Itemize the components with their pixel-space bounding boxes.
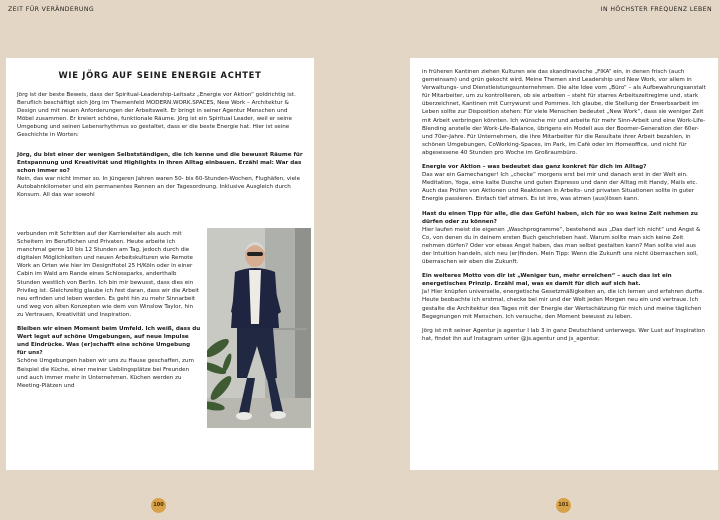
answer-1-narrow: verbunden mit Schritten auf der Karriereleiter als auch mit Scheitern im Beruflichen und Privaten. Heute arbeite ich manchmal gerne 10 bis 12 Stunden am Tag, jedoch durch die digitalen Möglichkeiten und neuen Arbeitskulturen wie Remote Work an Orten wie hier im DesignHotel 25 H/Köln oder in einer Cabin im Wald am Rande eines Schlossparks, anderthalb Stunden westlich von Berlin. Ich bin mir bewusst, dass dies ein Privileg ist. Gleichzeitig glaube ich fest daran, dass wir die Arbeit neu erfinden und leben werden. Es geht hin zu mehr Sinnarbeit und weg von alten Konzepten wie dem von Winslow Taylor, hin zu Vertrauen, Kreativität und Inspiration. [17,231,199,318]
answer-2: Schöne Umgebungen haben wir uns zu Hause geschaffen, zum Beispiel die Küche, einer meiner Lieblingsplätze bei Freunden und auch immer mehr in Unternehmen. Küchen werden zu Meeting-Plätzen und [17,358,194,389]
question-3: Energie vor Aktion – was bedeutet das ganz konkret für dich im Alltag? [422,164,647,171]
question-1: Jörg, du bist einer der wenigen Selbstständigen, die ich kenne und die bewusst Räume für Entspannung und Kreativität und Highlights in ihren Alltag einbauen. Erzähl mal: War das schon immer so? [17,151,303,174]
right-column [422,68,706,349]
answer-3: Das war ein Gamechanger! Ich „checke“ morgens erst bei mir und danach erst in der Welt ein. Meditation, Yoga, eine kalte Dusche und guten Espresso und dann der Alltag mit Handy, Mails etc. Auch das Prüfen von Aktionen und Reaktionen in Arbeits- und privaten Situationen sollte in guter Energie passieren. Einfach tief atmen. Es ist irre, was atmen (aus)lösen kann. [422,172,698,203]
answer-5: Ja! Hier knüpfen universelle, energetische Gesetzmäßigkeiten an, die ich lernen und erfahren durfte. Heute beobachte ich erstmal, checke bei mir und der Welt jeden Morgen neu ein und vertraue. Ich gestalte die Architektur des Tages mit der Energie der Wertschätzung für mich und meine täglichen Begegnungen mit Menschen. Ich versuche, den Moment bewusst zu leben. [422,289,705,320]
left-page [6,58,314,470]
left-top-column [17,91,305,205]
answer-4: Hier laufen meist die eigenen „Waschprogramme“, bestehend aus „Das darf ich nicht“ und Angst & Co, von denen du in deinem ersten Buch geschrieben hast. Warum sollte man sich keine Zeit nehmen dürfen? Oder vor etwas Angst haben, das man selbst gestalten kann? Man sollte viel aus der Intuition handeln, sich neu (er)finden. Mein Tipp: Wenn die Zukunft uns nicht überraschen soll, überraschen wir eben die Zukunft. [422,226,701,266]
portrait-photo [207,228,311,428]
paragraph-1: in früheren Kantinen ziehen Kulturen wie das skandinavische „FIKA“ ein, in denen frisch (auch gemeinsam) und grün gekocht wird. Meine Themen sind Leadership und New Work, vor allem in Verwaltungs- und Dienstleistungsunternehmen. Die alte Idee vom „Büro“ – als Aufbewahrungsanstalt für Mitarbeiter, um zu kontrollieren, ob sie arbeiten – steht für starres Arbeitszeitregime und, stark überzeichnet, Kantinen mit Currywurst und Pommes. Ich glaube, die Stellung der Erwerbsarbeit im Leben sollte zur Disposition stehen: Für viele Menschen bedeutet „New Work“, dass sie weniger Zeit mit Arbeit verbringen könnten. Ich wünsche mir und arbeite für mehr Sinn-Arbeit und eine Work-Life-Blending anstelle der Work-Life-Balance, übrigens ein Modell aus der Boomer-Generation der 60er- und 70er-Jahre. Für Unternehmen, die ihre Mitarbeiter für die Resultate ihrer Arbeit bezahlen, in schönen Umgebungen, CoWorking-Spaces, im Park, im Café oder im Homeoffice, und nicht für abgesessene 40 Stunden pro Woche im Großraumbüro. [422,69,706,156]
article-title: WIE JÖRG AUF SEINE ENERGIE ACHTET [58,70,262,80]
question-4: Hast du einen Tipp für alle, die das Gefühl haben, sich für so was keine Zeit nehmen zu dürfen oder zu können? [422,210,698,225]
page-number-right: 101 [556,498,571,513]
running-header-left: ZEIT FÜR VERÄNDERUNG [8,6,95,13]
intro-paragraph: Jörg ist der beste Beweis, dass der Spiritual-Leadership-Leitsatz „Energie vor Aktion“ goldrichtig ist. Beruflich beschäftigt sich Jörg im Themenfeld MODERN.WORK.SPACES, New Work – Architektur & Design und mit neuen Anforderungen der Arbeitswelt. Er bringt in seiner Agentur Menschen und Möbel zusammen. Er kreiert schöne, funktionale Räume. Jörg ist ein Spiritual Leader, weil er seine Umgebung und seinen Lebensrhythmus so gestaltet, dass er die beste Energie hat. Hier ist seine Geschichte in Worten: [17,92,296,139]
right-page [410,58,718,470]
left-narrow-column [17,230,201,396]
closing-paragraph: Jörg ist mit seiner Agentur js agentur I lab 3 in ganz Deutschland unterwegs. Wer Lust auf Inspiration hat, findet ihn auf Instagram unter @js.agentur und js_agentur. [422,327,705,342]
question-5: Ein weiteres Motto von dir ist „Weniger tun, mehr erreichen“ – auch das ist ein energetisches Prinzip. Erzähl mal, was es damit für dich auf sich hat. [422,273,672,288]
answer-1-full: Nein, das war nicht immer so. In jüngeren Jahren waren 50- bis 60-Stunden-Wochen, Flughäfen, viele Autobahnkilometer und ein permanentes Rennen an der Tagesordnung. Inklusive Ausgleich durch Konsum. All das war sowohl [17,175,301,199]
page-number-left: 100 [151,498,166,513]
running-header-right: IN HÖCHSTER FREQUENZ LEBEN [600,6,712,13]
question-2: Bleiben wir einen Moment beim Umfeld. Ich weiß, dass du Wert legst auf schöne Umgebungen, auf neue Impulse und Eindrücke. Was (er)schafft eine schöne Umgebung für uns? [17,326,201,357]
